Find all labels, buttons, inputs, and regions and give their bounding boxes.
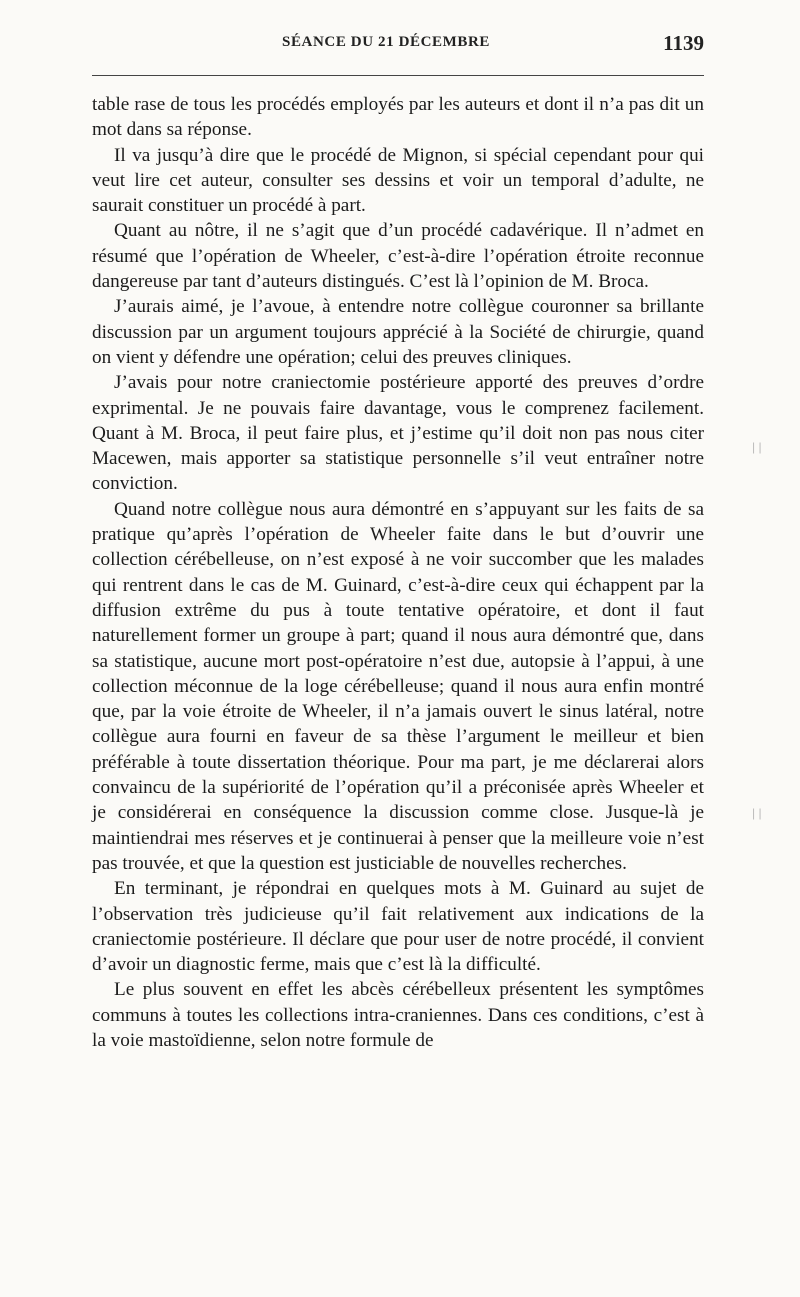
page-number: 1139 (663, 31, 704, 55)
margin-mark: | | (752, 806, 762, 820)
running-title: SÉANCE DU 21 DÉCEMBRE (282, 34, 491, 50)
paragraph: Le plus souvent en effet les abcès cérébelleux présentent les symptômes communs à toutes les collections intra-craniennes. Dans ces conditions, c’est à la voie mastoïdienne, selon notre formule de (92, 979, 704, 1051)
paragraph: Il va jusqu’à dire que le procédé de Mignon, si spécial cependant pour qui veut lire cet auteur, consulter ses dessins et voir un temporal d’adulte, ne saurait constituer un procédé à part. (92, 144, 704, 217)
header-rule (92, 75, 704, 76)
paragraph: table rase de tous les procédés employés par les auteurs et dont il n’a pas dit un mot dans sa réponse. (92, 94, 704, 141)
paragraph: En terminant, je répondrai en quelques mots à M. Guinard au sujet de l’observation très judicieuse qu’il fait relativement aux indications de la craniectomie postérieure. Il déclare que pour user de notre procédé, il convient d’avoir un diagnostic ferme, mais que c’est là la difficulté. (92, 878, 704, 976)
paragraph: J’avais pour notre craniectomie postérieure apporté des preuves d’ordre exprimental. Je ne pouvais faire davantage, vous le comprenez facilement. Quant à M. Broca, il peut faire plus, et j’estime qu’il doit non pas nous citer Macewen, mais apporter sa statistique personnelle s’il veut entraîner notre conviction. (92, 372, 704, 495)
margin-mark: | | (752, 440, 762, 454)
paragraph: Quand notre collègue nous aura démontré en s’appuyant sur les faits de sa pratique qu’après l’opération de Wheeler faite dans le but d’ouvrir une collection cérébelleuse, on n’est exposé à ne voir succomber que les malades qui rentrent dans le cas de M. Guinard, c’est-à-dire ceux qui échappent par la diffusion extrême du pus à toute tentative opératoire, et dont il faut naturellement former un groupe à part; quand il nous aura démontré que, dans sa statistique, aucune mort post-opératoire n’est due, autopsie à l’appui, à une collection méconnue de la loge cérébelleuse; quand il nous aura enfin montré que, par la voie étroite de Wheeler, il n’a jamais ouvert le sinus latéral, notre collègue aura fourni en faveur de sa thèse l’argument le meilleur et bien préférable à toute dissertation théorique. Pour ma part, je me déclarerai alors convaincu de la supériorité de l’opération qu’il a préconisée après Wheeler et je considérerai en conséquence la discussion comme close. Jusque-là je maintiendrai mes réserves et je continuerai à penser que la meilleure voie n’est pas trouvée, et que la question est justiciable de nouvelles recherches. (92, 498, 704, 874)
paragraph: Quant au nôtre, il ne s’agit que d’un procédé cadavérique. Il n’admet en résumé que l’opération de Wheeler, c’est-à-dire l’opération étroite reconnue dangereuse par tant d’auteurs distingués. C’est là l’opinion de M. Broca. (92, 220, 704, 293)
paragraph: J’aurais aimé, je l’avoue, à entendre notre collègue couronner sa brillante discussion par un argument toujours apprécié à la Société de chirurgie, quand on vient y défendre une opération; celui des preuves cliniques. (92, 296, 704, 368)
page-header (92, 31, 704, 60)
body-text (92, 92, 704, 1053)
